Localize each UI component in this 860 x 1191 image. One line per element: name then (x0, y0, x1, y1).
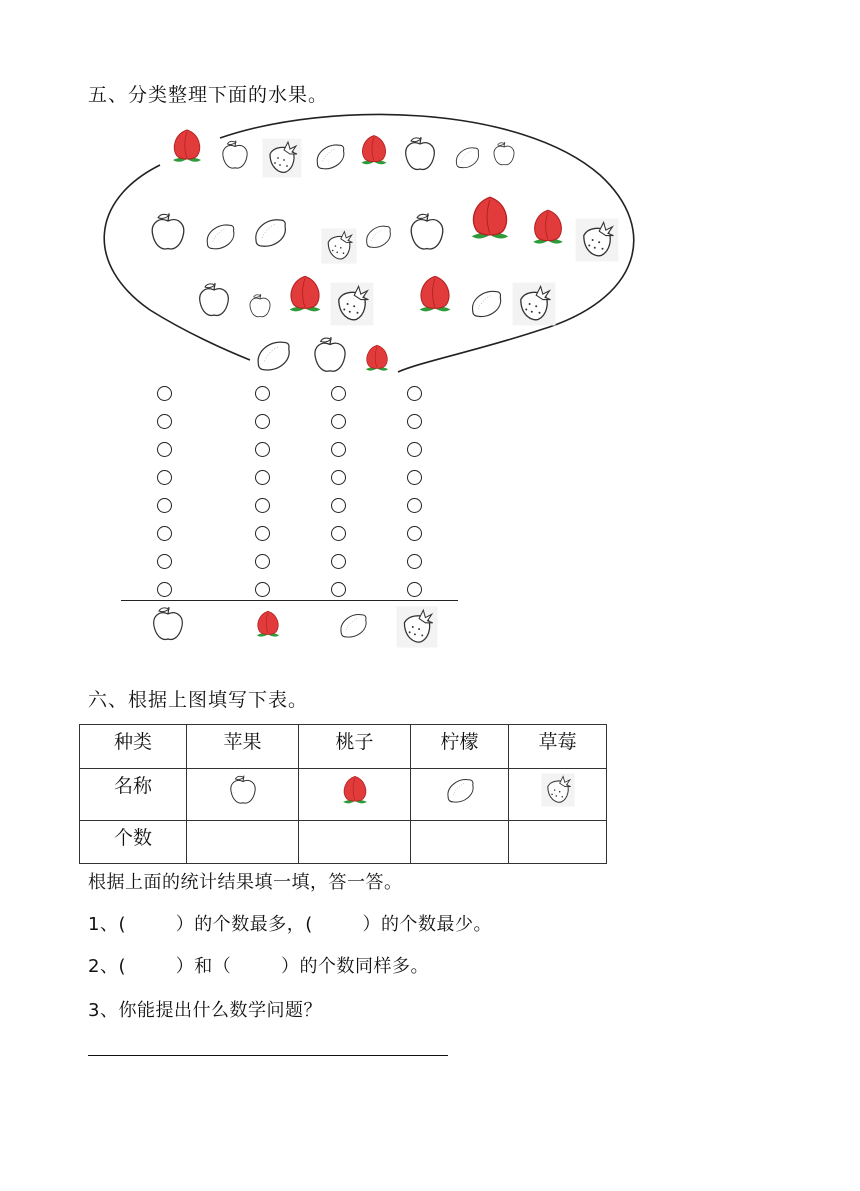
tally-table (79, 724, 607, 864)
section6-heading: 六、根据上图填写下表。 (88, 689, 309, 711)
apple-icon (194, 280, 234, 324)
count-input-peach[interactable] (299, 821, 411, 864)
tally-circle[interactable] (157, 386, 172, 401)
apple-icon (246, 292, 274, 324)
tally-circle[interactable] (331, 414, 346, 429)
tally-circle[interactable] (255, 526, 270, 541)
apple-icon (226, 773, 260, 812)
tally-circle[interactable] (331, 470, 346, 485)
peach-icon (356, 132, 392, 172)
tally-circle[interactable] (255, 386, 270, 401)
strawberry-icon (330, 282, 374, 330)
apple-icon (405, 210, 449, 258)
table-icon-cell (187, 769, 299, 821)
tally-circle[interactable] (331, 526, 346, 541)
lemon-icon (467, 284, 505, 326)
table-header-row (80, 725, 607, 769)
tally-circle[interactable] (407, 582, 422, 597)
question-3: 3、你能提出什么数学问题？ (88, 1000, 322, 1021)
peach-icon (252, 608, 284, 644)
table-row-label: 名称 (80, 769, 187, 821)
tally-circle[interactable] (331, 498, 346, 513)
peach-icon (464, 192, 516, 248)
table-header-cell: 柠檬 (411, 725, 509, 769)
tally-circle[interactable] (407, 554, 422, 569)
table-icon-cell (509, 769, 607, 821)
tally-circle[interactable] (255, 470, 270, 485)
tally-circle[interactable] (407, 414, 422, 429)
table-header-cell: 苹果 (187, 725, 299, 769)
lemon-icon (443, 773, 477, 812)
table-header-cell: 桃子 (299, 725, 411, 769)
tally-circle[interactable] (157, 526, 172, 541)
peach-icon (413, 272, 457, 320)
table-header-cell: 种类 (80, 725, 187, 769)
tally-circle[interactable] (255, 498, 270, 513)
lemon-icon (252, 334, 294, 380)
lemon-icon (362, 220, 394, 256)
tally-circle[interactable] (407, 526, 422, 541)
peach-icon (338, 773, 372, 812)
lemon-icon (312, 138, 348, 178)
table-count-row (80, 821, 607, 864)
table-name-row (80, 769, 607, 821)
table-icon-cell (411, 769, 509, 821)
tally-circle[interactable] (157, 582, 172, 597)
table-row-label: 个数 (80, 821, 187, 864)
tally-circle[interactable] (331, 582, 346, 597)
tally-circle[interactable] (157, 470, 172, 485)
peach-icon (361, 342, 393, 378)
lemon-icon (202, 218, 238, 258)
tally-circle[interactable] (255, 414, 270, 429)
tally-circle[interactable] (407, 386, 422, 401)
questions-intro: 根据上面的统计结果填一填，答一答。 (88, 872, 403, 893)
apple-icon (400, 134, 440, 178)
peach-icon (527, 206, 569, 252)
answer-line[interactable] (88, 1055, 448, 1056)
strawberry-icon (396, 606, 438, 652)
fruit-group-oval (0, 0, 860, 400)
strawberry-icon (575, 218, 619, 266)
tally-circle[interactable] (331, 554, 346, 569)
apple-icon (490, 140, 518, 172)
count-input-lemon[interactable] (411, 821, 509, 864)
lemon-icon (336, 608, 370, 646)
strawberry-icon (321, 228, 357, 268)
peach-icon (167, 126, 207, 170)
apple-icon (146, 210, 190, 258)
tally-circle[interactable] (407, 498, 422, 513)
section5-heading: 五、分类整理下面的水果。 (88, 84, 329, 106)
count-input-strawberry[interactable] (509, 821, 607, 864)
tally-circle[interactable] (157, 498, 172, 513)
peach-icon (283, 272, 327, 320)
tally-circle[interactable] (331, 442, 346, 457)
strawberry-icon (512, 282, 556, 330)
table-header-cell: 草莓 (509, 725, 607, 769)
tally-circle[interactable] (255, 582, 270, 597)
tally-circle[interactable] (255, 554, 270, 569)
question-1[interactable]: 1、( ）的个数最多，( ）的个数最少。 (88, 914, 493, 935)
strawberry-icon (541, 773, 575, 812)
strawberry-icon (262, 138, 302, 182)
count-input-apple[interactable] (187, 821, 299, 864)
tally-circle[interactable] (157, 414, 172, 429)
grid-baseline (121, 600, 458, 601)
tally-circle[interactable] (331, 386, 346, 401)
tally-circle[interactable] (255, 442, 270, 457)
lemon-icon (452, 142, 482, 176)
apple-icon (309, 334, 351, 380)
apple-icon (218, 138, 252, 176)
tally-circle[interactable] (157, 554, 172, 569)
table-icon-cell (299, 769, 411, 821)
question-2[interactable]: 2、( ）和（ ）的个数同样多。 (88, 956, 430, 977)
apple-icon (148, 604, 188, 648)
tally-circle[interactable] (407, 442, 422, 457)
tally-circle[interactable] (407, 470, 422, 485)
tally-circle[interactable] (157, 442, 172, 457)
lemon-icon (250, 212, 290, 256)
